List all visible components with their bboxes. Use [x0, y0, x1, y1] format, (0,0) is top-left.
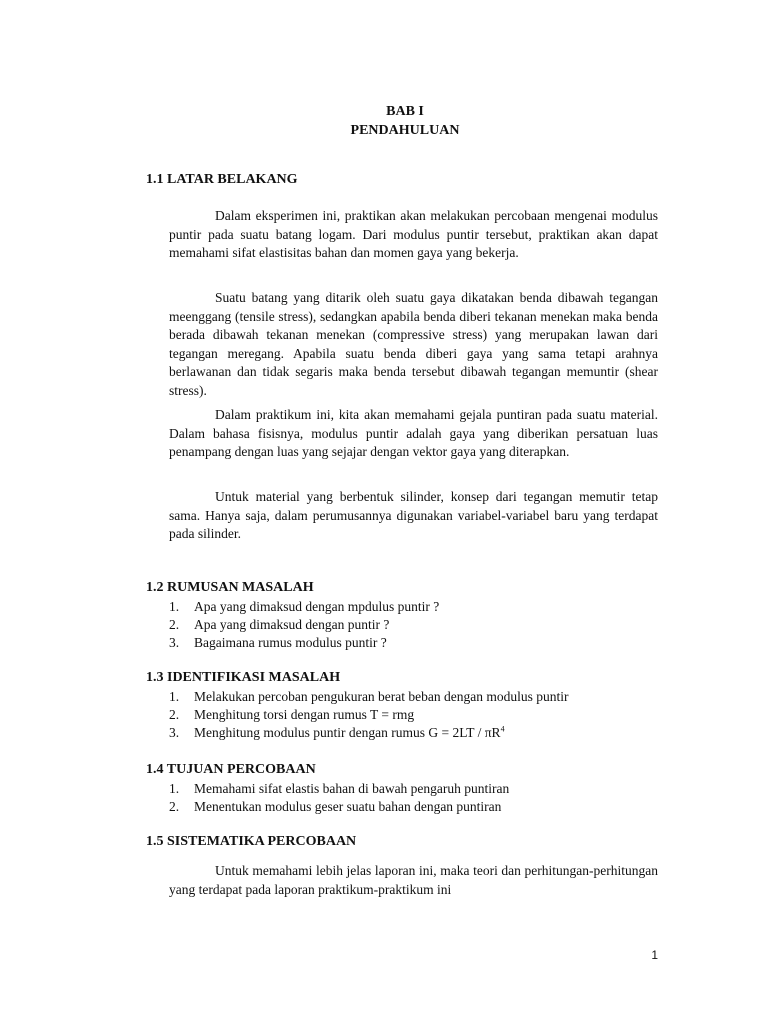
- paragraph: Untuk memahami lebih jelas laporan ini, maka teori dan perhitungan-perhitungan yang terdapat pada laporan praktikum-praktikum ini: [169, 863, 658, 897]
- chapter-label: BAB I: [386, 104, 424, 119]
- list-number: 1.: [169, 781, 180, 796]
- tujuan-percobaan-list: [169, 780, 509, 816]
- list-text: Menghitung modulus puntir dengan rumus G = 2LT / πR: [194, 725, 501, 740]
- list-number: 2.: [169, 799, 180, 814]
- list-item: [169, 634, 439, 652]
- list-number: 2.: [169, 617, 180, 632]
- section-heading-tujuan-percobaan: 1.4 TUJUAN PERCOBAAN: [146, 762, 316, 777]
- list-item: [169, 798, 509, 816]
- list-item: [169, 598, 439, 616]
- list-number: 3.: [169, 635, 180, 650]
- section-heading-identifikasi-masalah: 1.3 IDENTIFIKASI MASALAH: [146, 670, 341, 685]
- list-text: Apa yang dimaksud dengan puntir ?: [194, 617, 390, 632]
- section-heading-rumusan-masalah: 1.2 RUMUSAN MASALAH: [146, 580, 314, 595]
- list-number: 1.: [169, 689, 180, 704]
- paragraph: Suatu batang yang ditarik oleh suatu gaya dikatakan benda dibawah tegangan meenggang (tensile stress), sedangkan apabila benda diberi tekanan menekan maka benda berada dibawah tekanan menekan (compressive stress) yang merupakan lawan dari tegangan meregang. Apabila suatu benda diberi gaya yang sama tetapi arahnya berlawanan dan tidak segaris maka benda tersebut dibawah tegangan memuntir (shear stress).: [169, 290, 658, 398]
- list-number: 2.: [169, 707, 180, 722]
- list-number: 1.: [169, 599, 180, 614]
- paragraph: Dalam praktikum ini, kita akan memahami gejala puntiran pada suatu material. Dalam bahasa fisisnya, modulus puntir adalah gaya yang diberikan persatuan luas penampang dengan luas yang sejajar dengan vektor gaya yang diterapkan.: [169, 407, 658, 459]
- list-item: [169, 616, 439, 634]
- formula-superscript: 4: [500, 724, 505, 734]
- section-heading-sistematika-percobaan: 1.5 SISTEMATIKA PERCOBAAN: [146, 834, 357, 849]
- list-item: [169, 706, 569, 724]
- identifikasi-masalah-list: [169, 688, 569, 742]
- list-text: Menentukan modulus geser suatu bahan dengan puntiran: [194, 799, 502, 814]
- list-text: Apa yang dimaksud dengan mpdulus puntir ?: [194, 599, 440, 614]
- section-heading-latar-belakang: 1.1 LATAR BELAKANG: [146, 172, 298, 187]
- list-text: Melakukan percoban pengukuran berat beban dengan modulus puntir: [194, 689, 569, 704]
- list-text: Memahami sifat elastis bahan di bawah pengaruh puntiran: [194, 781, 510, 796]
- list-item: [169, 780, 509, 798]
- list-number: 3.: [169, 725, 180, 740]
- paragraph: Untuk material yang berbentuk silinder, konsep dari tegangan memutir tetap sama. Hanya saja, dalam perumusannya digunakan variabel-variabel baru yang terdapat pada silinder.: [169, 489, 658, 541]
- chapter-title: PENDAHULUAN: [350, 123, 460, 138]
- list-text: Bagaimana rumus modulus puntir ?: [194, 635, 387, 650]
- list-item: [169, 724, 569, 742]
- rumusan-masalah-list: [169, 598, 439, 652]
- list-item: [169, 688, 569, 706]
- page-number: 1: [651, 948, 658, 962]
- paragraph: Dalam eksperimen ini, praktikan akan melakukan percobaan mengenai modulus puntir pada suatu batang logam. Dari modulus puntir tersebut, praktikan akan dapat memahami sifat elastisitas bahan dan momen gaya yang bekerja.: [169, 208, 658, 260]
- list-text: Menghitung torsi dengan rumus T = rmg: [194, 707, 415, 722]
